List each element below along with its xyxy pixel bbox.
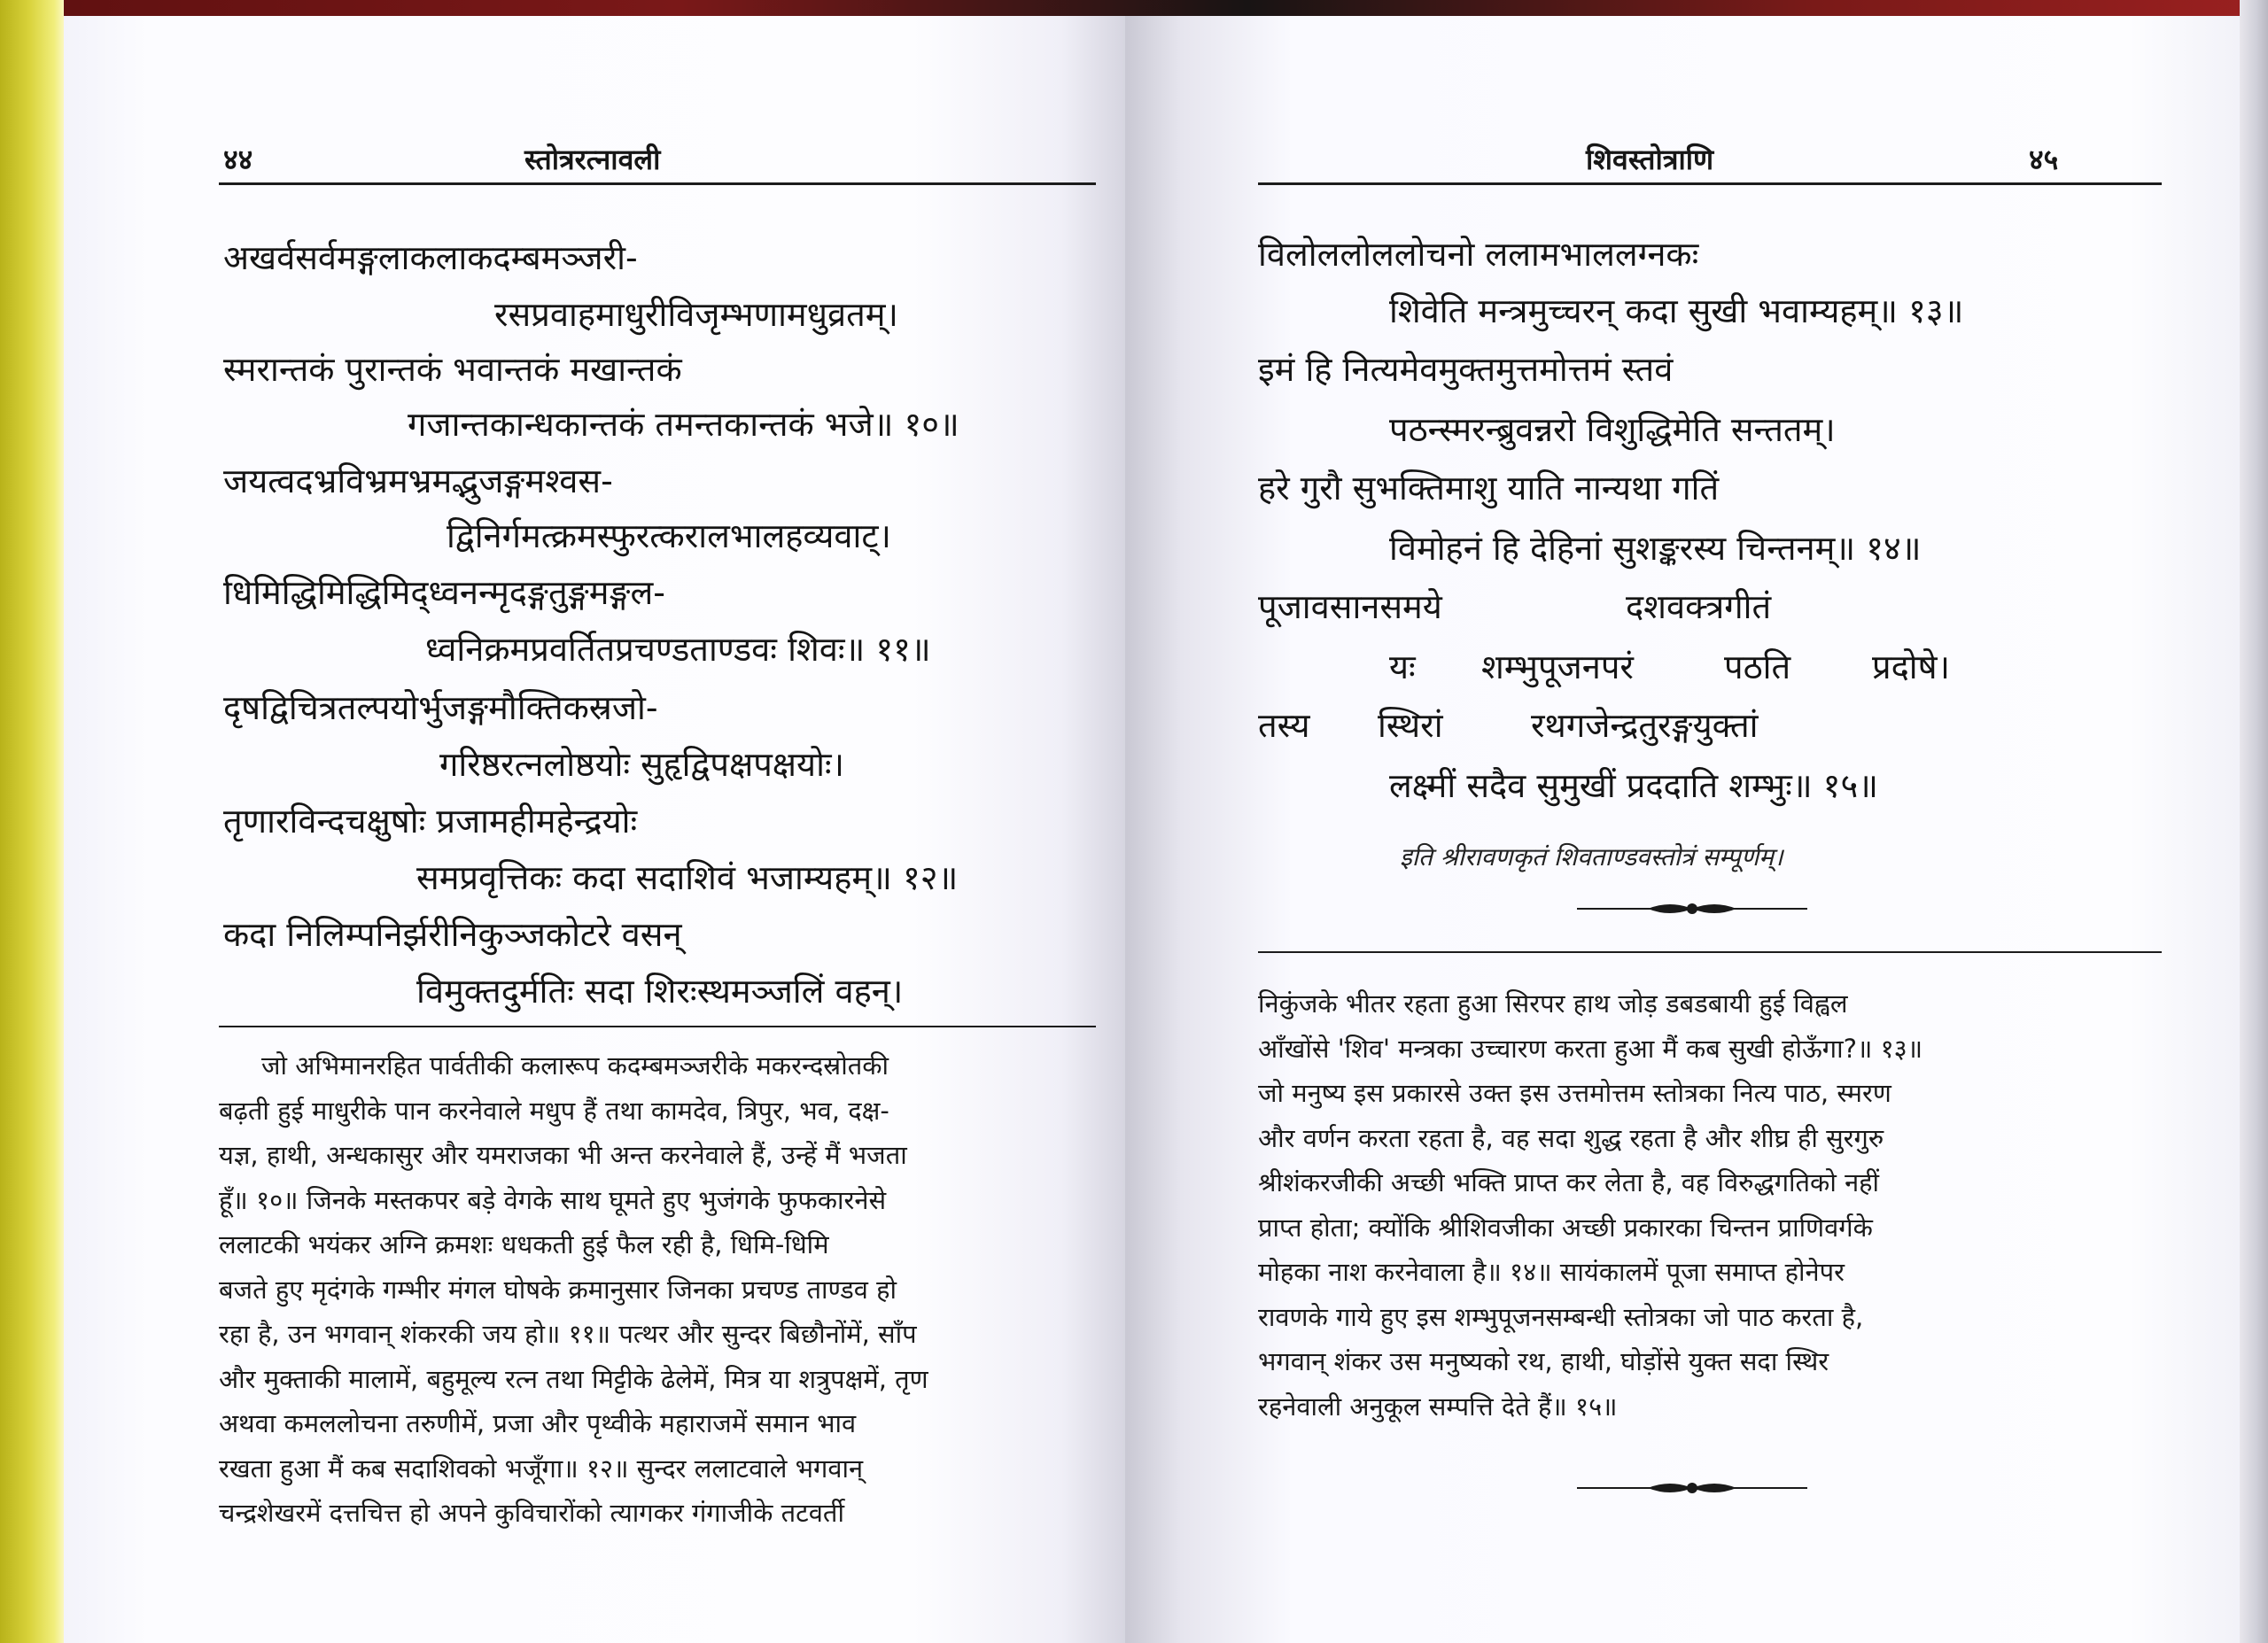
header-rule <box>219 182 1096 185</box>
prose-line: जो मनुष्य इस प्रकारसे उक्त इस उत्तमोत्तम स्तोत्रका नित्य पाठ, स्मरण <box>1258 1078 1891 1108</box>
verse-line: समप्रवृत्तिकः कदा सदाशिवं भजाम्यहम्॥ १२॥ <box>416 858 959 897</box>
verse-line: गजान्तकान्धकान्तकं तमन्तकान्तकं भजे॥ १०॥ <box>408 405 959 444</box>
translation-text <box>219 1043 1096 1536</box>
running-title: स्तोत्ररत्नावली <box>524 143 661 176</box>
prose-line: रहनेवाली अनुकूल सम्पत्ति देते हैं॥ १५॥ <box>1258 1391 1618 1422</box>
translation-divider <box>219 1026 1096 1027</box>
verse-line: स्मरान्तकं पुरान्तकं भवान्तकं मखान्तकं <box>223 350 682 389</box>
verse-word: तस्य <box>1258 706 1310 745</box>
prose-line: निकुंजके भीतर रहता हुआ सिरपर हाथ जोड़ डबडबायी हुई विह्वल <box>1258 988 1848 1019</box>
verse-line: विलोललोललोचनो ललामभाललग्नकः <box>1258 235 1699 274</box>
verse-word: स्थिरां <box>1378 706 1443 745</box>
verse-line: रसप्रवाहमाधुरीविजृम्भणामधुव्रतम्। <box>494 295 898 334</box>
verse-line: अखर्वसर्वमङ्गलाकलाकदम्बमञ्जरी- <box>223 238 638 277</box>
prose-line: मोहका नाश करनेवाला है॥ १४॥ सायंकालमें पूजा समाप्त होनेपर <box>1258 1257 1845 1287</box>
prose-line: हूँ॥ १०॥ जिनके मस्तकपर बड़े वेगके साथ घूमते हुए भुजंगके फुफकारनेसे <box>219 1184 887 1215</box>
verse-word: रथगजेन्द्रतुरङ्गयुक्तां <box>1531 706 1759 745</box>
prose-line: अथवा कमललोचना तरुणीमें, प्रजा और पृथ्वीके महाराजमें समान भाव <box>219 1408 857 1438</box>
colophon: इति श्रीरावणकृतं शिवताण्डवस्तोत्रं सम्पूर्णम्। <box>1400 842 1783 872</box>
verse-word: यः <box>1389 647 1416 686</box>
verse-line: द्विनिर्गमत्क्रमस्फुरत्करालभालहव्यवाट्। <box>447 516 891 555</box>
prose-line: यज्ञ, हाथी, अन्धकासुर और यमराजका भी अन्त करनेवाले हैं, उन्हें मैं भजता <box>219 1140 907 1170</box>
book-cover-left-edge <box>0 0 64 1643</box>
verse-line: शिवेति मन्त्रमुच्चरन् कदा सुखी भवाम्यहम्॥ १३॥ <box>1389 291 1964 330</box>
prose-line: भगवान् शंकर उस मनुष्यको रथ, हाथी, घोड़ोंसे युक्त सदा स्थिर <box>1258 1346 1829 1376</box>
verse-word: पठति <box>1724 647 1791 686</box>
verse-word: प्रदोषे। <box>1872 647 1951 686</box>
verse-word: दशवक्त्रगीतं <box>1626 587 1772 626</box>
verse-line: दृषद्विचित्रतल्पयोर्भुजङ्गमौक्तिकस्रजो- <box>223 688 658 727</box>
prose-line: और वर्णन करता रहता है, वह सदा शुद्ध रहता है और शीघ्र ही सुरगुरु <box>1258 1122 1884 1153</box>
prose-line: रहा है, उन भगवान् शंकरकी जय हो॥ ११॥ पत्थर और सुन्दर बिछौनोंमें, साँप <box>219 1319 917 1349</box>
translation-divider <box>1258 951 2162 953</box>
prose-line: श्रीशंकरजीकी अच्छी भक्ति प्राप्त कर लेता है, वह विरुद्धगतिको नहीं <box>1258 1167 1880 1197</box>
prose-line: प्राप्त होता; क्योंकि श्रीशिवजीका अच्छी प्रकारका चिन्तन प्राणिवर्गके <box>1258 1212 1873 1243</box>
prose-line: रावणके गाये हुए इस शम्भुपूजनसम्बन्धी स्तोत्रका जो पाठ करता है, <box>1258 1301 1864 1332</box>
verse-line: ध्वनिक्रमप्रवर्तितप्रचण्डताण्डवः शिवः॥ ११॥ <box>425 630 931 669</box>
verse-line: विमुक्तदुर्मतिः सदा शिरःस्थमञ्जलिं वहन्। <box>416 972 904 1011</box>
book-cover-right-edge <box>2240 0 2268 1643</box>
verse-line: हरे गुरौ सुभक्तिमाशु याति नान्यथा गतिं <box>1258 469 1720 508</box>
verse-line: कदा निलिम्पनिर्झरीनिकुञ्जकोटरे वसन् <box>223 915 682 954</box>
left-page <box>64 16 1125 1643</box>
prose-line: ललाटकी भयंकर अग्नि क्रमशः धधकती हुई फैल रही है, धिमि-धिमि <box>219 1229 829 1259</box>
right-page <box>1125 16 2240 1643</box>
prose-line: जो अभिमानरहित पार्वतीकी कलारूप कदम्बमञ्जरीके मकरन्दस्रोतकी <box>261 1050 889 1081</box>
verse-line: तृणारविन्दचक्षुषोः प्रजामहीमहेन्द्रयोः <box>223 802 638 841</box>
verse-word: शम्भुपूजनपरं <box>1481 647 1634 686</box>
running-title: शिवस्तोत्राणि <box>1586 143 1714 176</box>
verse-line: पठन्स्मरन्ब्रुवन्नरो विशुद्धिमेति सन्ततम्। <box>1389 410 1836 449</box>
verse-line: धिमिद्धिमिद्धिमिद्ध्वनन्मृदङ्गतुङ्गमङ्गल- <box>223 573 666 612</box>
verse-word: पूजावसानसमये <box>1258 587 1442 626</box>
prose-line: रखता हुआ मैं कब सदाशिवको भजूँगा॥ १२॥ सुन्दर ललाटवाले भगवान् <box>219 1453 864 1484</box>
prose-line: चन्द्रशेखरमें दत्तचित्त हो अपने कुविचारोंको त्यागकर गंगाजीके तटवर्ती <box>219 1498 844 1528</box>
page-number: ४४ <box>223 143 253 176</box>
page-number: ४५ <box>2029 143 2059 176</box>
verse-line: गरिष्ठरत्नलोष्ठयोः सुहृद्विपक्षपक्षयोः। <box>439 745 844 784</box>
prose-line: आँखोंसे 'शिव' मन्त्रका उच्चारण करता हुआ मैं कब सुखी होऊँगा?॥ १३॥ <box>1258 1033 1923 1064</box>
prose-line: और मुक्ताकी मालामें, बहुमूल्य रत्न तथा मिट्टीके ढेलेमें, मित्र या शत्रुपक्षमें, तृण <box>219 1363 928 1394</box>
verse-line: इमं हि नित्यमेवमुक्तमुत्तमोत्तमं स्तवं <box>1258 350 1674 389</box>
verse-line: विमोहनं हि देहिनां सुशङ्करस्य चिन्तनम्॥ १४॥ <box>1389 529 1922 568</box>
verse-line: जयत्वदभ्रविभ्रमभ्रमद्भुजङ्गमश्वस- <box>223 461 613 500</box>
ornament-divider <box>1577 1470 1807 1506</box>
header-rule <box>1258 182 2162 185</box>
ornament-divider <box>1577 891 1807 926</box>
prose-line: बजते हुए मृदंगके गम्भीर मंगल घोषके क्रमानुसार जिनका प्रचण्ड ताण्डव हो <box>219 1274 897 1305</box>
translation-text <box>1258 981 2162 1429</box>
prose-line: बढ़ती हुई माधुरीके पान करनेवाले मधुप हैं तथा कामदेव, त्रिपुर, भव, दक्ष- <box>219 1095 889 1126</box>
verse-line: लक्ष्मीं सदैव सुमुखीं प्रददाति शम्भुः॥ १५॥ <box>1389 766 1878 805</box>
